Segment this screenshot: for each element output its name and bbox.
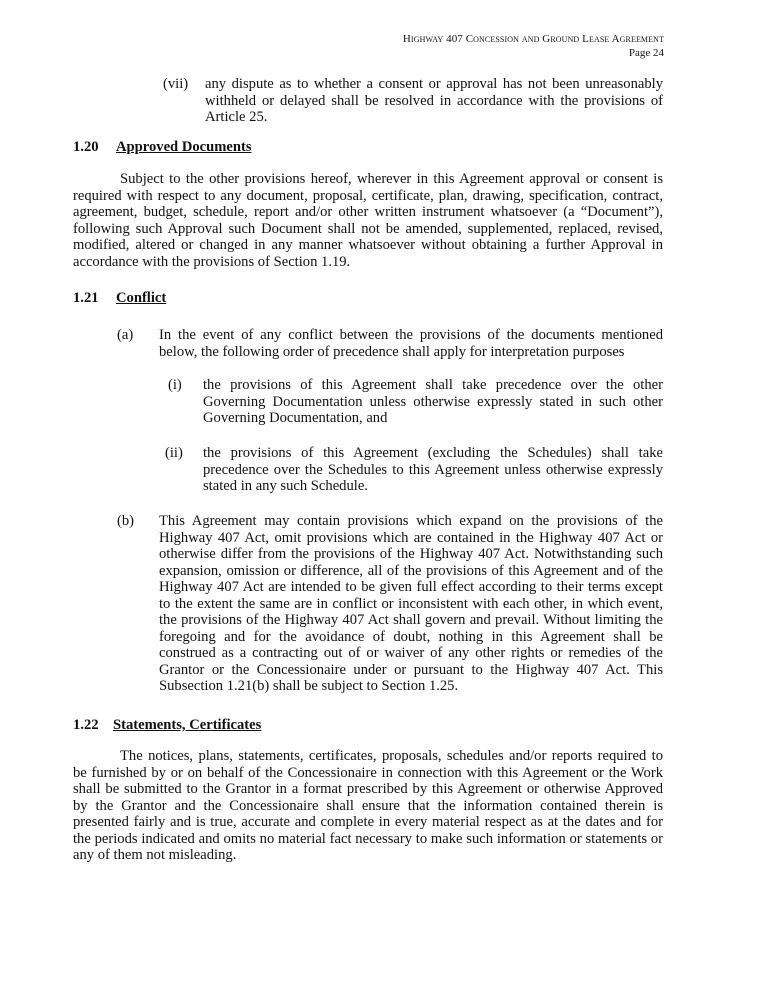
list-item-vii: [163, 76, 663, 126]
item-label: (ii): [165, 445, 183, 461]
section-heading-1-21: [73, 290, 373, 308]
page-number: Page 24: [628, 47, 664, 59]
section-number: 1.21: [73, 290, 99, 306]
item-text: any dispute as to whether a consent or approval has not been unreasonably withheld or delayed shall be resolved in accordance with the provisions of Article 25.: [205, 76, 663, 125]
item-text: the provisions of this Agreement (excluding the Schedules) shall take precedence over the Schedules to this Agreement unless otherwise expressly stated in any such Schedule.: [203, 445, 663, 494]
section-body-1-22: The notices, plans, statements, certificates, proposals, schedules and/or reports required to be furnished by or on behalf of the Concessionaire in connection with this Agreement or the Work shall be submitted to the Grantor in a format prescribed by this Agreement or otherwise Approved by the Grantor and the Concessionaire shall ensure that the information contained therein is presented fairly and is true, accurate and complete in every material respect as at the dates and for the periods indicated and omits no material fact necessary to make such information or statements or any of them not misleading.: [73, 748, 663, 863]
item-label: (a): [117, 327, 134, 343]
section-number: 1.22: [73, 717, 99, 733]
list-item-ii: [165, 445, 663, 497]
section-number: 1.20: [73, 139, 99, 155]
section-title: Approved Documents: [116, 139, 252, 155]
running-header-title: Highway 407 Concession and Ground Lease Agreement: [402, 33, 664, 45]
section-body-1-20: Subject to the other provisions hereof, wherever in this Agreement approval or consent is required with respect to any document, proposal, certificate, plan, drawing, specification, contract, agreement, budget, schedule, report and/or other written instrument whatsoever (a “Document”), following such Approval such Document shall not be amended, supplemented, replaced, revised, modified, altered or changed in any manner whatsoever without obtaining a further Approval in accordance with the provisions of Section 1.19.: [73, 171, 663, 270]
item-text: the provisions of this Agreement shall take precedence over the other Governing Documentation unless otherwise expressly stated in such other Governing Documentation, and: [203, 377, 663, 426]
item-label: (i): [168, 377, 182, 393]
section-heading-1-20: [73, 139, 373, 157]
section-title: Statements, Certificates: [113, 717, 262, 733]
list-item-i: [168, 377, 663, 429]
item-label: (b): [117, 513, 135, 529]
item-text: This Agreement may contain provisions which expand on the provisions of the Highway 407 Act, omit provisions which are contained in the Highway 407 Act or otherwise differ from the provisions of the Highway 407 Act. Notwithstanding such expansion, omission or difference, all of the provisions of this Agreement and of the Highway 407 Act are intended to be given full effect according to their terms except to the extent the same are in conflict or inconsistent with each other, in which event, the provisions of the Highway 407 Act shall govern and prevail. Without limiting the foregoing and for the avoidance of doubt, nothing in this Agreement shall be construed as a contracting out of or waiver of any other rights or remedies of the Grantor or the Concessionaire under or pursuant to the Highway 407 Act. This Subsection 1.21(b) shall be subject to Section 1.25.: [159, 513, 663, 694]
section-heading-1-22: [73, 717, 373, 735]
list-item-b: [117, 513, 663, 703]
item-text: In the event of any conflict between the provisions of the documents mentioned below, the following order of precedence shall apply for interpretation purposes: [159, 327, 663, 360]
list-item-a: [117, 327, 663, 363]
item-label: (vii): [163, 76, 189, 92]
section-title: Conflict: [116, 290, 167, 306]
